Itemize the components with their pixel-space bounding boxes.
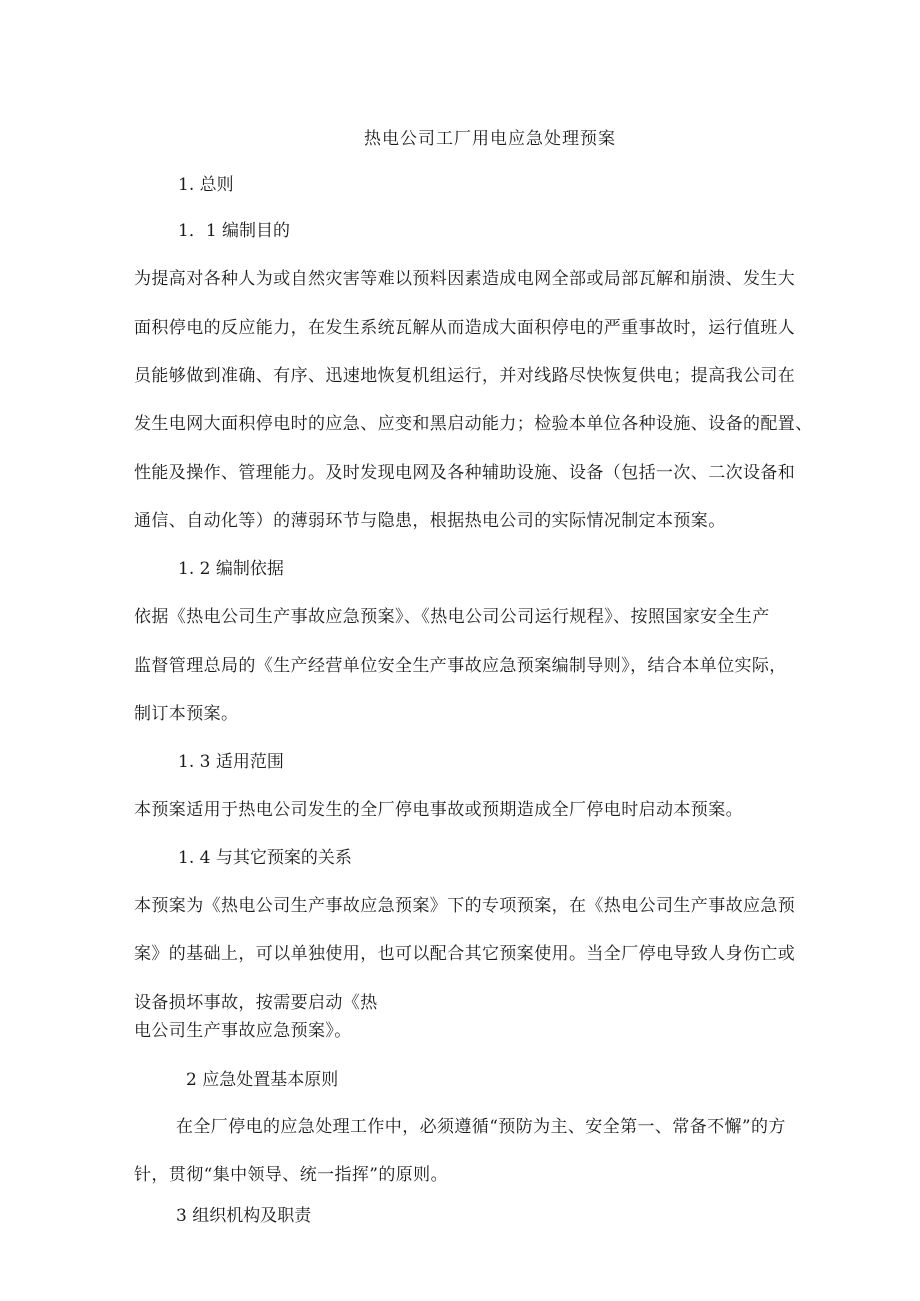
section-1-2-line-2: 监督管理总局的《生产经营单位安全生产事故应急预案编制导则》，结合本单位实际， (134, 656, 787, 676)
section-1-3-line-1: 本预案适用于热电公司发生的全厂停电事故或预期造成全厂停电时启动本预案。 (134, 800, 743, 820)
section-3-heading: 3 组织机构及职责 (176, 1206, 312, 1226)
section-1-4-heading: 1. 4 与其它预案的关系 (178, 848, 352, 868)
section-1-2-heading: 1. 2 编制依据 (178, 559, 284, 579)
section-1-1-line-2: 面积停电的反应能力，在发生系统瓦解从而造成大面积停电的严重事故时，运行值班人 (134, 318, 796, 338)
section-1-4-line-3: 设备损坏事故，按需要启动《热 (134, 993, 378, 1013)
section-1-4-line-1: 本预案为《热电公司生产事故应急预案》下的专项预案，在《热电公司生产事故应急预 (134, 896, 796, 916)
section-1-1-line-3: 员能够做到准确、有序、迅速地恢复机组运行，并对线路尽快恢复供电；提高我公司在 (134, 366, 796, 386)
section-1-2-line-3: 制订本预案。 (134, 704, 239, 724)
section-1-4-line-2: 案》的基础上，可以单独使用，也可以配合其它预案使用。当全厂停电导致人身伤亡或 (134, 944, 796, 964)
section-1-4-line-4: 电公司生产事故应急预案》。 (134, 1021, 352, 1041)
section-1-3-heading: 1. 3 适用范围 (178, 752, 284, 772)
section-2-heading: 2 应急处置基本原则 (186, 1070, 339, 1090)
section-1-1-heading: 1．1 编制目的 (178, 221, 291, 241)
section-1-heading: 1. 总则 (178, 175, 234, 195)
document-title: 热电公司工厂用电应急处理预案 (364, 129, 616, 149)
section-2-line-2: 针，贯彻“集中领导、统一指挥”的原则。 (134, 1165, 448, 1185)
section-1-2-line-1: 依据《热电公司生产事故应急预案》、《热电公司公司运行规程》、按照国家安全生产 (134, 607, 770, 627)
section-1-1-line-5: 性能及操作、管理能力。及时发现电网及各种辅助设施、设备（包括一次、二次设备和 (134, 463, 796, 483)
section-2-line-1: 在全厂停电的应急处理工作中，必须遵循“预防为主、安全第一、常备不懈”的方 (176, 1117, 786, 1137)
section-1-1-line-1: 为提高对各种人为或自然灾害等难以预料因素造成电网全部或局部瓦解和崩溃、发生大 (134, 269, 796, 289)
section-1-1-line-6: 通信、自动化等）的薄弱环节与隐患，根据热电公司的实际情况制定本预案。 (134, 511, 726, 531)
section-1-1-line-4: 发生电网大面积停电时的应急、应变和黑启动能力；检验本单位各种设施、设备的配置、 (134, 414, 813, 434)
